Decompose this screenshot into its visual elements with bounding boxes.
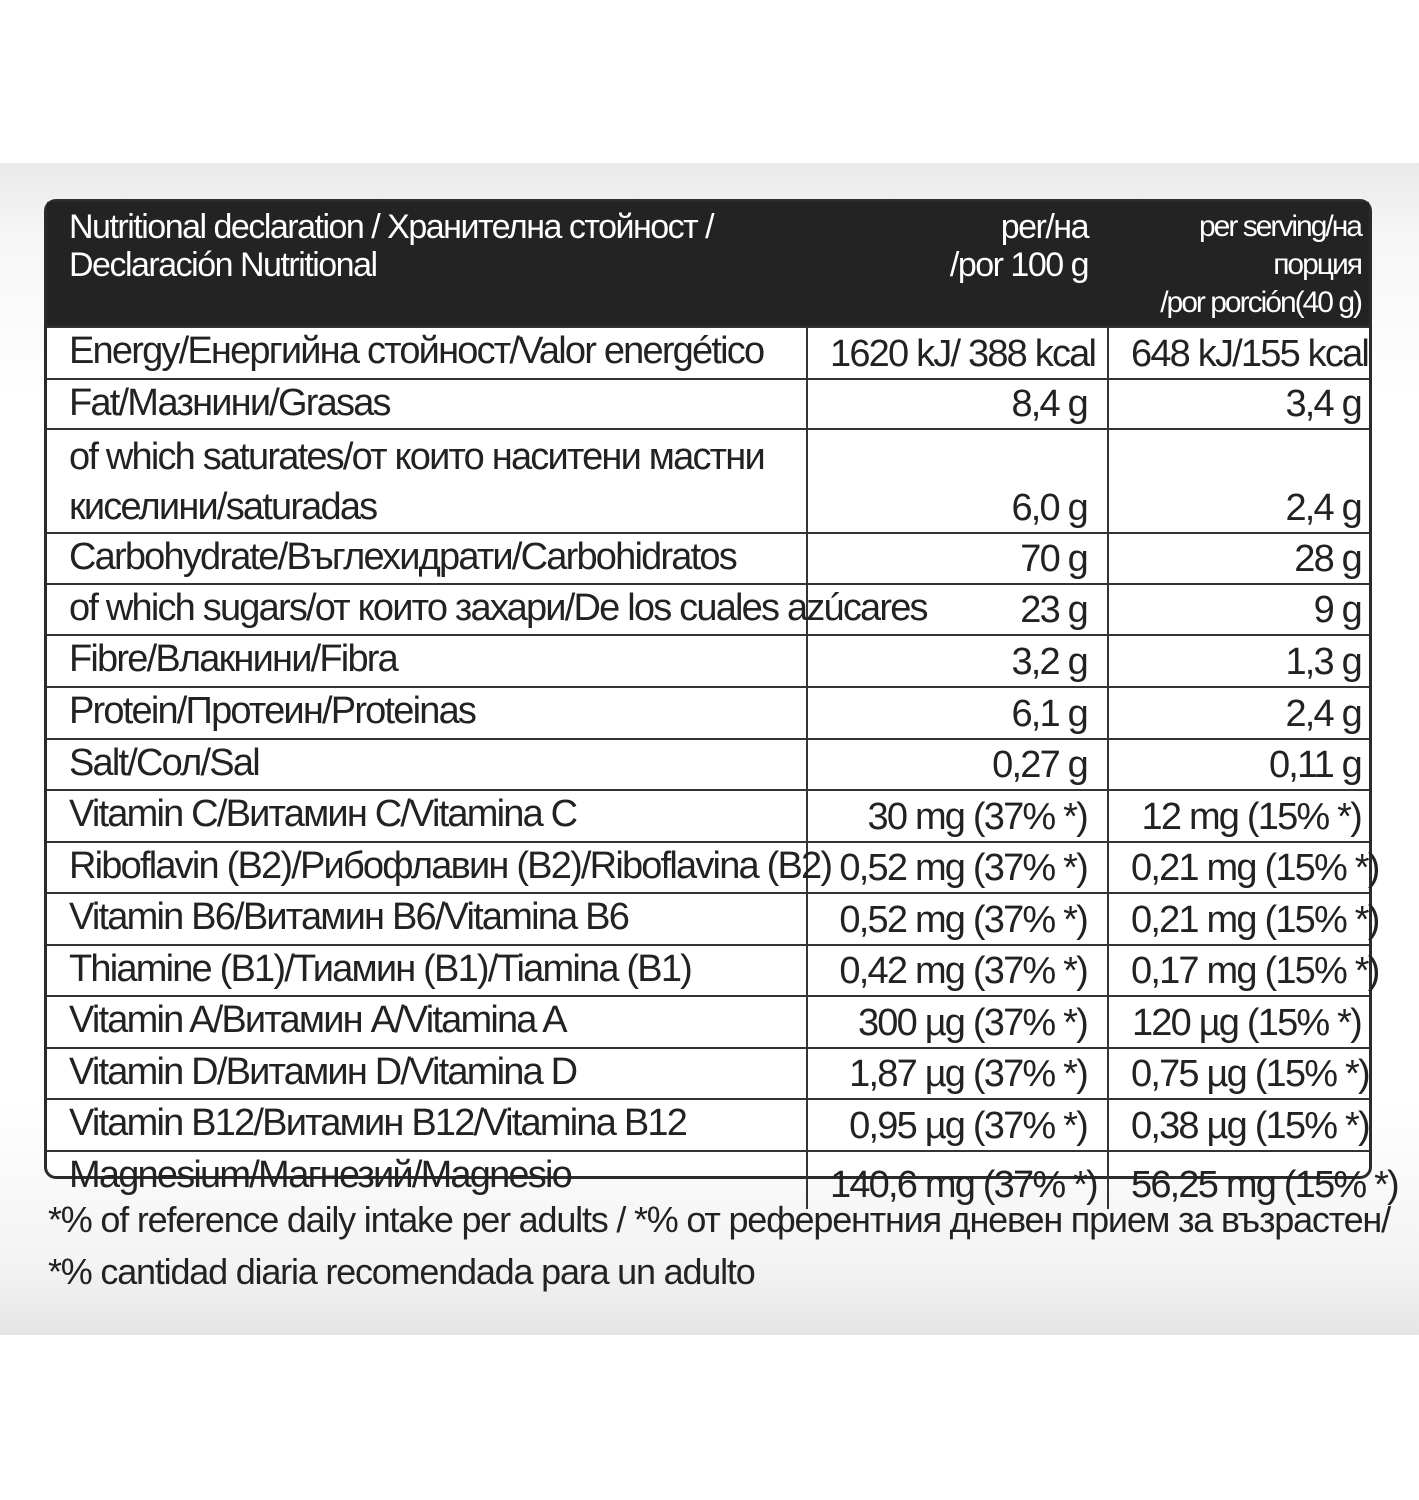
nutrient-name: Carbohydrate/Въглехидрати/Carbohidratos bbox=[47, 533, 807, 584]
value-per-serving: 0,75 µg (15% *) bbox=[1108, 1048, 1369, 1099]
value-per-serving: 9 g bbox=[1108, 584, 1369, 635]
table-row bbox=[47, 687, 1369, 739]
nutrient-name: Vitamin B6/Витамин B6/Vitamina B6 bbox=[47, 893, 807, 945]
value-per-100g: 6,1 g bbox=[807, 687, 1108, 739]
table-row bbox=[47, 1048, 1369, 1099]
nutrient-name: Magnesium/Магнезий/Magnesio bbox=[47, 1151, 807, 1209]
nutrient-name: Vitamin A/Витамин A/Vitamina A bbox=[47, 996, 807, 1048]
table-row bbox=[47, 945, 1369, 996]
value-per-serving: 56,25 mg (15% *) bbox=[1108, 1151, 1369, 1209]
table-row bbox=[47, 1099, 1369, 1151]
table-row bbox=[47, 327, 1369, 379]
value-per-100g: 8,4 g bbox=[807, 379, 1108, 429]
footnote bbox=[48, 1194, 1408, 1298]
value-per-serving: 0,11 g bbox=[1108, 739, 1369, 790]
table-row bbox=[47, 790, 1369, 842]
nutrition-table bbox=[44, 199, 1398, 1206]
value-per-serving: 0,17 mg (15% *) bbox=[1108, 945, 1369, 996]
value-per-100g: 140,6 mg (37% *) bbox=[807, 1151, 1108, 1209]
value-per-100g: 23 g bbox=[807, 584, 1108, 635]
nutrient-name: Thiamine (B1)/Тиамин (B1)/Tiamina (B1) bbox=[47, 945, 807, 996]
nutrition-table-grid bbox=[47, 202, 1398, 1209]
header-per-100g bbox=[807, 202, 1108, 327]
value-per-100g: 0,95 µg (37% *) bbox=[807, 1099, 1108, 1151]
value-per-serving: 0,21 mg (15% *) bbox=[1108, 893, 1369, 945]
table-row bbox=[47, 533, 1369, 584]
nutrient-name: Fibre/Влакнини/Fibra bbox=[47, 635, 807, 687]
header-per-100g-line1: per/на bbox=[1000, 208, 1088, 246]
value-per-serving: 12 mg (15% *) bbox=[1108, 790, 1369, 842]
value-per-serving: 648 kJ/155 kcal bbox=[1108, 327, 1369, 379]
table-row bbox=[47, 635, 1369, 687]
value-per-100g: 0,52 mg (37% *) bbox=[807, 893, 1108, 945]
value-per-100g: 300 µg (37% *) bbox=[807, 996, 1108, 1048]
header-title-line2: Declaración Nutritional bbox=[69, 246, 377, 284]
nutrient-name: Riboflavin (B2)/Рибофлавин (B2)/Riboflavina (B2) bbox=[47, 842, 807, 893]
value-per-serving: 120 µg (15% *) bbox=[1108, 996, 1369, 1048]
value-per-100g: 1620 kJ/ 388 kcal bbox=[807, 327, 1108, 379]
header-per-serving-line2: /por porción(40 g) bbox=[1160, 286, 1361, 319]
table-row bbox=[47, 739, 1369, 790]
header-title bbox=[47, 202, 807, 327]
table-row bbox=[47, 842, 1369, 893]
value-per-100g: 3,2 g bbox=[807, 635, 1108, 687]
table-row bbox=[47, 893, 1369, 945]
header-per-100g-line2: /por 100 g bbox=[949, 246, 1088, 284]
nutrient-name: Fat/Мазнини/Grasas bbox=[47, 379, 807, 429]
value-per-100g: 0,27 g bbox=[807, 739, 1108, 790]
value-per-100g: 6,0 g bbox=[807, 429, 1108, 533]
table-header-row bbox=[47, 202, 1369, 327]
nutrient-name: Vitamin B12/Витамин B12/Vitamina B12 bbox=[47, 1099, 807, 1151]
table-row bbox=[47, 996, 1369, 1048]
value-per-100g: 30 mg (37% *) bbox=[807, 790, 1108, 842]
footnote-line1: *% of reference daily intake per adults / *% от референтния дневен прием за възрастен/ bbox=[48, 1199, 1390, 1240]
header-per-serving bbox=[1108, 202, 1369, 327]
value-per-100g: 70 g bbox=[807, 533, 1108, 584]
value-per-100g: 1,87 µg (37% *) bbox=[807, 1048, 1108, 1099]
value-per-100g: 0,42 mg (37% *) bbox=[807, 945, 1108, 996]
value-per-100g: 0,52 mg (37% *) bbox=[807, 842, 1108, 893]
nutrient-name: Vitamin D/Витамин D/Vitamina D bbox=[47, 1048, 807, 1099]
value-per-serving: 2,4 g bbox=[1108, 687, 1369, 739]
nutrient-name: of which sugars/от които захари/De los cuales azúcares bbox=[47, 584, 807, 635]
nutrient-name: of which saturates/от които наситени мастни киселини/saturadas bbox=[47, 429, 807, 533]
table-row bbox=[47, 429, 1369, 533]
value-per-serving: 0,21 mg (15% *) bbox=[1108, 842, 1369, 893]
value-per-serving: 28 g bbox=[1108, 533, 1369, 584]
footnote-line2: *% cantidad diaria recomendada para un adulto bbox=[48, 1251, 755, 1292]
nutrient-name: Vitamin C/Витамин C/Vitamina C bbox=[47, 790, 807, 842]
table-row bbox=[47, 584, 1369, 635]
nutrient-name: Salt/Сол/Sal bbox=[47, 739, 807, 790]
nutrient-name: Protein/Протеин/Proteinas bbox=[47, 687, 807, 739]
nutrient-name: Energy/Енергийна стойност/Valor energético bbox=[47, 327, 807, 379]
value-per-serving: 0,38 µg (15% *) bbox=[1108, 1099, 1369, 1151]
value-per-serving: 3,4 g bbox=[1108, 379, 1369, 429]
table-row bbox=[47, 379, 1369, 429]
header-title-line1: Nutritional declaration / Хранителна стойност / bbox=[69, 208, 714, 246]
value-per-serving: 1,3 g bbox=[1108, 635, 1369, 687]
header-per-serving-line1: per serving/на порция bbox=[1199, 210, 1361, 281]
value-per-serving: 2,4 g bbox=[1108, 429, 1369, 533]
